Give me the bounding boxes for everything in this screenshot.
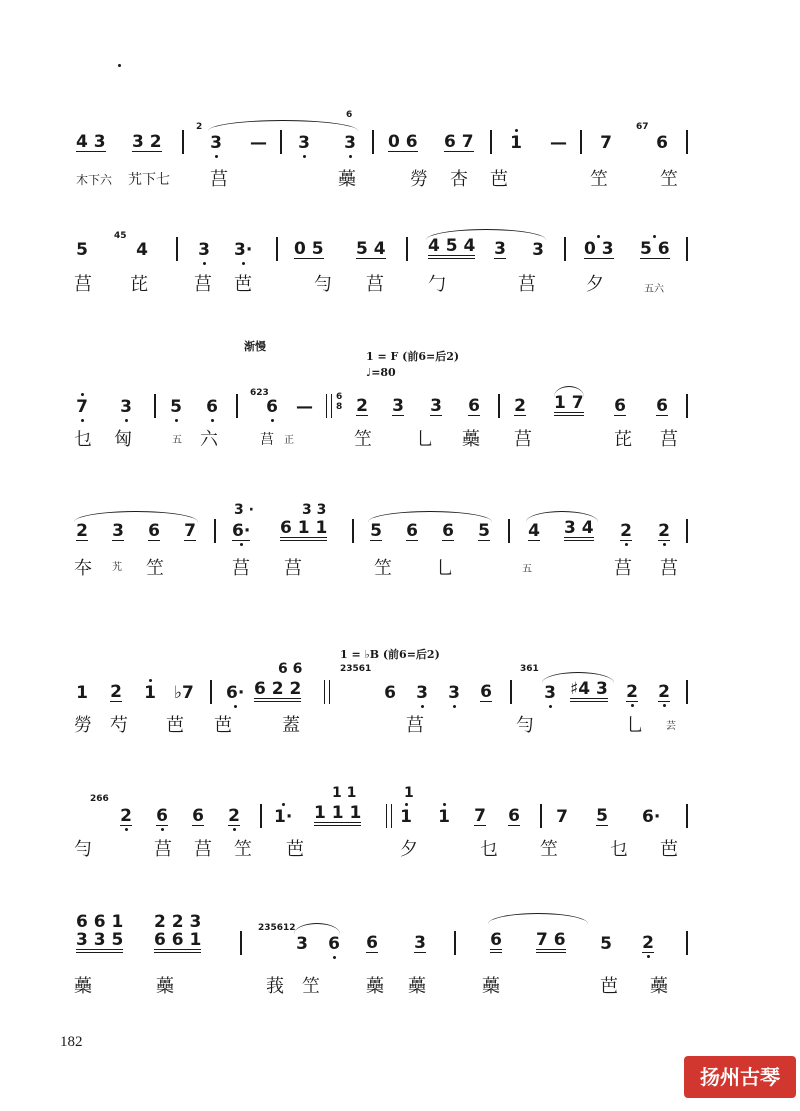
note: 5 bbox=[170, 397, 182, 417]
tab-char: 勹 bbox=[428, 274, 446, 295]
notation-row bbox=[70, 390, 700, 420]
note: 5 bbox=[76, 240, 88, 260]
grace-note: 6 bbox=[346, 110, 353, 120]
note: 4 bbox=[136, 240, 148, 260]
note: 1 bbox=[76, 683, 88, 703]
note: 2 bbox=[228, 806, 240, 826]
barline bbox=[564, 237, 566, 261]
tab-char: 笁 bbox=[660, 169, 678, 190]
note: 5 4 bbox=[356, 239, 386, 259]
note: — bbox=[296, 397, 313, 417]
tab-char: 芍 bbox=[110, 715, 128, 736]
note: 2 bbox=[620, 521, 632, 541]
barline bbox=[540, 804, 542, 828]
note: 1 bbox=[438, 807, 450, 827]
note: ♯4 3 bbox=[570, 680, 608, 702]
grace-note: 235612 bbox=[258, 923, 296, 933]
note: 2 bbox=[120, 806, 132, 826]
barline bbox=[214, 519, 216, 543]
note: 7 6 bbox=[536, 931, 566, 953]
tab-char: 芘 bbox=[614, 429, 632, 450]
note: 7 bbox=[556, 807, 568, 827]
note: 6 bbox=[508, 806, 520, 826]
note: 3 bbox=[298, 133, 310, 153]
system-3 bbox=[70, 380, 700, 490]
note: 4 5 4 bbox=[428, 237, 475, 259]
barline bbox=[210, 680, 212, 704]
tab-char: 匈 bbox=[114, 429, 132, 450]
tab-char: 芭 bbox=[234, 274, 252, 295]
note: 6 bbox=[206, 397, 218, 417]
note: 6 2 2 bbox=[254, 680, 301, 702]
tab-char: 莒 bbox=[154, 839, 172, 860]
note: 2 bbox=[76, 521, 88, 541]
system-6 bbox=[70, 780, 700, 890]
note: 6 bbox=[148, 521, 160, 541]
system-2 bbox=[70, 225, 700, 335]
tab-char: 勞 bbox=[74, 715, 92, 736]
note: 2 bbox=[356, 396, 368, 416]
tablature-row bbox=[70, 170, 700, 210]
tablature-row bbox=[70, 840, 700, 880]
tab-char: 莒 bbox=[518, 274, 536, 295]
page-number: 182 bbox=[60, 1034, 83, 1050]
tab-char: 勻 bbox=[516, 715, 534, 736]
double-barline bbox=[386, 804, 392, 828]
note: 5 bbox=[600, 934, 612, 954]
barline bbox=[686, 394, 688, 418]
tab-char: 乜 bbox=[610, 839, 628, 860]
note: 1 7 bbox=[554, 394, 584, 416]
tab-char: 芭 bbox=[600, 976, 618, 997]
tab-char: 乜 bbox=[480, 839, 498, 860]
note: 3 bbox=[392, 396, 404, 416]
barline bbox=[352, 519, 354, 543]
note: 1 bbox=[510, 133, 522, 153]
note: 3 bbox=[544, 683, 556, 703]
barline bbox=[490, 130, 492, 154]
barline bbox=[454, 931, 456, 955]
metronome-marking: ♩=80 bbox=[366, 366, 396, 379]
note: 6 6 1 bbox=[154, 931, 201, 953]
tab-char: 木下六 bbox=[76, 173, 113, 187]
barline bbox=[508, 519, 510, 543]
barline bbox=[686, 130, 688, 154]
tab-char: 五六 bbox=[644, 284, 664, 295]
note: — bbox=[550, 133, 567, 153]
tab-char: 杏 bbox=[450, 169, 468, 190]
tab-char: 莒 bbox=[284, 558, 302, 579]
grace-note: 6 6 bbox=[278, 661, 303, 677]
tablature-row bbox=[70, 716, 700, 756]
tab-char: 勞 bbox=[410, 169, 428, 190]
double-barline bbox=[324, 680, 330, 704]
note: 2 2 3 bbox=[154, 912, 202, 932]
note: 0 3 bbox=[584, 239, 614, 259]
tab-char: 笁 bbox=[374, 558, 392, 579]
grace-note: 45 bbox=[114, 231, 127, 241]
barline bbox=[176, 237, 178, 261]
note: 6· bbox=[226, 683, 245, 703]
note: 6 1 1 bbox=[280, 519, 327, 541]
grace-note: 67 bbox=[636, 122, 649, 132]
tab-char: 蓋 bbox=[282, 715, 300, 736]
note: 3 bbox=[414, 933, 426, 953]
tab-char: 芭 bbox=[166, 715, 184, 736]
tab-char: 笁 bbox=[234, 839, 252, 860]
note: — bbox=[250, 133, 267, 153]
grace-note: 266 bbox=[90, 794, 109, 804]
note: 6 bbox=[266, 397, 278, 417]
note: 5 bbox=[370, 521, 382, 541]
tab-char: 乚 bbox=[436, 558, 454, 579]
notation-row bbox=[70, 785, 700, 830]
tab-char: 芭 bbox=[286, 839, 304, 860]
note: 3 2 bbox=[132, 132, 162, 152]
notation-row bbox=[70, 502, 700, 545]
grace-note: 3 3 bbox=[302, 502, 327, 518]
tab-char: 芸 bbox=[666, 721, 676, 732]
note: 6 bbox=[656, 396, 668, 416]
tab-char: 莒 bbox=[194, 274, 212, 295]
tab-char: 笁 bbox=[590, 169, 608, 190]
system-5 bbox=[70, 660, 700, 770]
tab-char: 蘽 bbox=[74, 976, 92, 997]
tab-char: 莒 bbox=[366, 274, 384, 295]
system-4 bbox=[70, 502, 700, 615]
note: 6 bbox=[442, 521, 454, 541]
tablature-row bbox=[70, 430, 700, 470]
note: 2 bbox=[626, 682, 638, 702]
slur bbox=[208, 120, 358, 131]
tablature-row bbox=[70, 559, 700, 599]
note: 6 bbox=[328, 934, 340, 954]
note: 6 bbox=[490, 931, 502, 953]
slur bbox=[368, 511, 492, 522]
barline bbox=[686, 931, 688, 955]
note: 4 bbox=[528, 521, 540, 541]
note: 3 bbox=[210, 133, 222, 153]
watermark-logo: 扬州古琴 bbox=[684, 1056, 796, 1098]
note: 1 bbox=[144, 683, 156, 703]
note: 6 6 1 bbox=[76, 912, 124, 932]
barline bbox=[240, 931, 242, 955]
tab-char: 乜 bbox=[74, 429, 92, 450]
notation-row bbox=[70, 233, 700, 263]
grace-note: 23561 bbox=[340, 664, 372, 674]
tempo-marking: 渐慢 bbox=[244, 340, 266, 353]
note: 6 bbox=[656, 133, 668, 153]
tab-char: 笁 bbox=[302, 976, 320, 997]
grace-note: 361 bbox=[520, 664, 539, 674]
tab-char: 艽下七 bbox=[128, 172, 170, 188]
barline bbox=[182, 130, 184, 154]
note: 6· bbox=[232, 521, 251, 541]
tab-char: 莒 bbox=[74, 274, 92, 295]
slur bbox=[74, 511, 198, 522]
slur bbox=[426, 229, 546, 240]
note: 6 bbox=[192, 806, 204, 826]
tab-char: 蘽 bbox=[366, 976, 384, 997]
tab-char: 夕 bbox=[400, 839, 418, 860]
note: 3 bbox=[448, 683, 460, 703]
tab-char: 勻 bbox=[74, 839, 92, 860]
barline bbox=[260, 804, 262, 828]
tablature-row bbox=[70, 977, 700, 1017]
tab-char: 莒 bbox=[260, 432, 274, 448]
note: 6 bbox=[406, 521, 418, 541]
slur bbox=[526, 511, 598, 522]
note: 2 bbox=[514, 396, 526, 416]
note: 2 bbox=[110, 682, 122, 702]
note: 3 3 5 bbox=[76, 931, 123, 953]
tab-char: 正 bbox=[284, 435, 294, 446]
note: 7 bbox=[184, 521, 196, 541]
stray-mark bbox=[118, 64, 121, 67]
note: 3 bbox=[296, 934, 308, 954]
barline bbox=[580, 130, 582, 154]
tab-char: 芘 bbox=[130, 274, 148, 295]
tab-char: 芭 bbox=[660, 839, 678, 860]
note: 1 1 1 bbox=[314, 804, 361, 826]
tab-char: 莒 bbox=[406, 715, 424, 736]
time-signature: 6 8 bbox=[336, 392, 343, 412]
note: 2 bbox=[642, 933, 654, 953]
note: 3 bbox=[494, 239, 506, 259]
note: 0 6 bbox=[388, 132, 418, 152]
tab-char: 蘽 bbox=[408, 976, 426, 997]
tab-char: 夕 bbox=[586, 274, 604, 295]
tab-char: 蘽 bbox=[462, 429, 480, 450]
barline bbox=[280, 130, 282, 154]
note: 6 bbox=[468, 396, 480, 416]
slur bbox=[554, 386, 584, 397]
note: ♭7 bbox=[174, 683, 194, 703]
barline bbox=[498, 394, 500, 418]
note: 5 6 bbox=[640, 239, 670, 259]
note: 3 bbox=[430, 396, 442, 416]
note: 3 bbox=[416, 683, 428, 703]
note: 3 bbox=[120, 397, 132, 417]
note: 3 bbox=[112, 521, 124, 541]
tab-char: 莒 bbox=[194, 839, 212, 860]
tab-char: 莒 bbox=[232, 558, 250, 579]
grace-note: 2 bbox=[196, 122, 203, 132]
tab-char: 芭 bbox=[490, 169, 508, 190]
note: 6 bbox=[614, 396, 626, 416]
note: 6 bbox=[384, 683, 396, 703]
note: 6 bbox=[366, 933, 378, 953]
note: 7 bbox=[76, 397, 88, 417]
barline bbox=[276, 237, 278, 261]
note: 6 bbox=[156, 806, 168, 826]
grace-note: 1 bbox=[404, 785, 414, 801]
note: 4 3 bbox=[76, 132, 106, 152]
note: 3 4 bbox=[564, 519, 594, 541]
tab-char: 勻 bbox=[314, 274, 332, 295]
note: 6· bbox=[642, 807, 661, 827]
tab-char: 五 bbox=[522, 564, 532, 575]
tab-char: 蘽 bbox=[156, 976, 174, 997]
tab-char: 笁 bbox=[540, 839, 558, 860]
tab-char: 蘽 bbox=[650, 976, 668, 997]
notation-row bbox=[70, 923, 700, 957]
tab-char: 蘽 bbox=[338, 169, 356, 190]
barline bbox=[372, 130, 374, 154]
note: 7 bbox=[600, 133, 612, 153]
barline bbox=[686, 519, 688, 543]
system-1 bbox=[70, 112, 700, 222]
system-7 bbox=[70, 905, 700, 1020]
note: 3 bbox=[344, 133, 356, 153]
barline bbox=[154, 394, 156, 418]
tab-char: 莒 bbox=[514, 429, 532, 450]
barline bbox=[406, 237, 408, 261]
tab-char: 乚 bbox=[416, 429, 434, 450]
barline bbox=[236, 394, 238, 418]
note: 6 7 bbox=[444, 132, 474, 152]
note: 1· bbox=[274, 807, 293, 827]
double-barline bbox=[326, 394, 332, 418]
tab-char: 笁 bbox=[146, 558, 164, 579]
grace-note: 1 1 bbox=[332, 785, 357, 801]
tab-char: 莪 bbox=[266, 976, 284, 997]
tab-char: 莒 bbox=[660, 429, 678, 450]
key-change-marking: 1 = ♭B (前6=后2) bbox=[340, 648, 440, 661]
note: 3 bbox=[532, 240, 544, 260]
tab-char: 芭 bbox=[214, 715, 232, 736]
note: 2 bbox=[658, 521, 670, 541]
barline bbox=[686, 804, 688, 828]
tab-char: 笁 bbox=[354, 429, 372, 450]
tab-char: 六 bbox=[200, 429, 218, 450]
note: 3· bbox=[234, 240, 253, 260]
notation-row bbox=[70, 661, 700, 706]
tablature-row bbox=[70, 275, 700, 315]
tab-char: 蘽 bbox=[482, 976, 500, 997]
note: 5 bbox=[596, 806, 608, 826]
barline bbox=[686, 237, 688, 261]
note: 7 bbox=[474, 806, 486, 826]
note: 6 bbox=[480, 682, 492, 702]
tab-char: 莒 bbox=[210, 169, 228, 190]
tab-char: 乚 bbox=[626, 715, 644, 736]
note: 5 bbox=[478, 521, 490, 541]
barline bbox=[686, 680, 688, 704]
notation-row bbox=[70, 110, 700, 156]
barline bbox=[510, 680, 512, 704]
grace-note: 623 bbox=[250, 388, 269, 398]
slur bbox=[542, 672, 614, 683]
note: 0 5 bbox=[294, 239, 324, 259]
tab-char: 莒 bbox=[660, 558, 678, 579]
note: 3 bbox=[198, 240, 210, 260]
key-change-marking: 1 = F (前6=后2) bbox=[366, 350, 460, 363]
grace-note: 3 · bbox=[234, 502, 254, 518]
tab-char: 夲 bbox=[74, 558, 92, 579]
tab-char: 艽 bbox=[112, 562, 122, 573]
note: 1 bbox=[400, 807, 412, 827]
note: 2 bbox=[658, 682, 670, 702]
tab-char: 五 bbox=[172, 435, 182, 446]
tab-char: 莒 bbox=[614, 558, 632, 579]
